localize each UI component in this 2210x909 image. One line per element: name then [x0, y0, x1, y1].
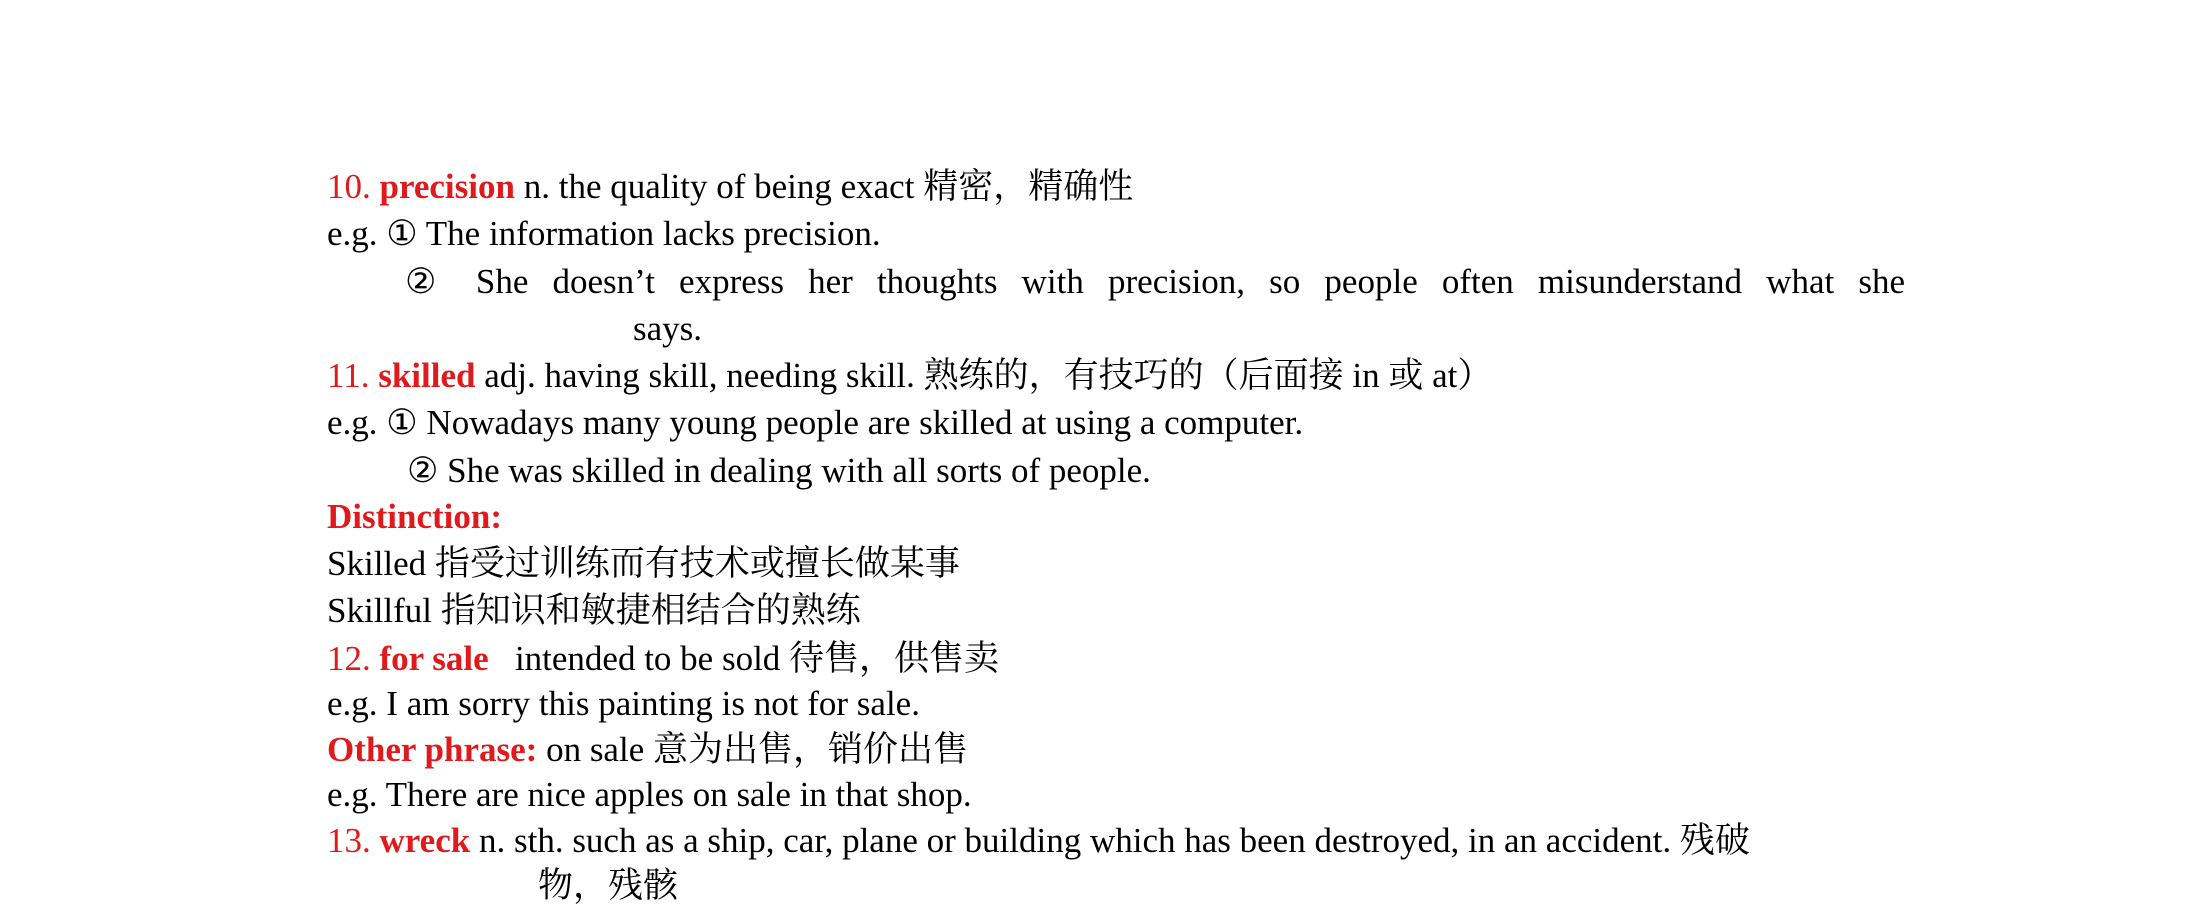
example-line-continuation: says.	[633, 309, 703, 348]
distinction-line: Skilled 指受过训练而有技术或擅长做某事	[327, 544, 960, 583]
entry-term: skilled	[378, 356, 476, 395]
entry-number: 11.	[327, 356, 370, 395]
other-phrase-line	[327, 727, 968, 773]
entry-number: 13.	[327, 821, 371, 860]
entry-term: for sale	[379, 639, 489, 678]
entry-definition: n. sth. such as a ship, car, plane or building which has been destroyed, in an accident. 残破	[478, 821, 1750, 860]
entry-number: 12.	[327, 639, 371, 678]
distinction-label: Distinction:	[327, 497, 502, 536]
example-line: ② She was skilled in dealing with all sorts of people.	[407, 451, 1151, 490]
definition-continuation: 物，残骸	[538, 866, 679, 905]
entry-term: precision	[379, 167, 515, 206]
entry-13-heading	[327, 818, 1750, 864]
example-line: e.g. I am sorry this painting is not for sale.	[327, 684, 920, 723]
example-line: e.g. ① Nowadays many young people are skilled at using a computer.	[327, 403, 1304, 442]
other-phrase-text: on sale 意为出售，销价出售	[537, 730, 968, 769]
entry-definition: intended to be sold 待售，供售卖	[497, 639, 1000, 678]
entry-definition: n. the quality of being exact 精密，精确性	[523, 167, 1134, 206]
entry-term: wreck	[379, 821, 471, 860]
example-line: ② She doesn’t express her thoughts with precision, so people often misunderstand what she	[405, 262, 1905, 301]
entry-definition: adj. having skill, needing skill. 熟练的，有技巧的（后面接 in 或 at）	[484, 356, 1493, 395]
distinction-line: Skillful 指知识和敏捷相结合的熟练	[327, 591, 861, 630]
entry-number: 10.	[327, 167, 371, 206]
other-phrase-label: Other phrase:	[327, 730, 538, 769]
example-line: e.g. There are nice apples on sale in that shop.	[327, 775, 972, 814]
entry-11-heading	[327, 353, 1492, 399]
entry-10-heading	[327, 164, 1133, 210]
entry-12-heading	[327, 636, 999, 682]
example-line: e.g. ① The information lacks precision.	[327, 214, 881, 253]
